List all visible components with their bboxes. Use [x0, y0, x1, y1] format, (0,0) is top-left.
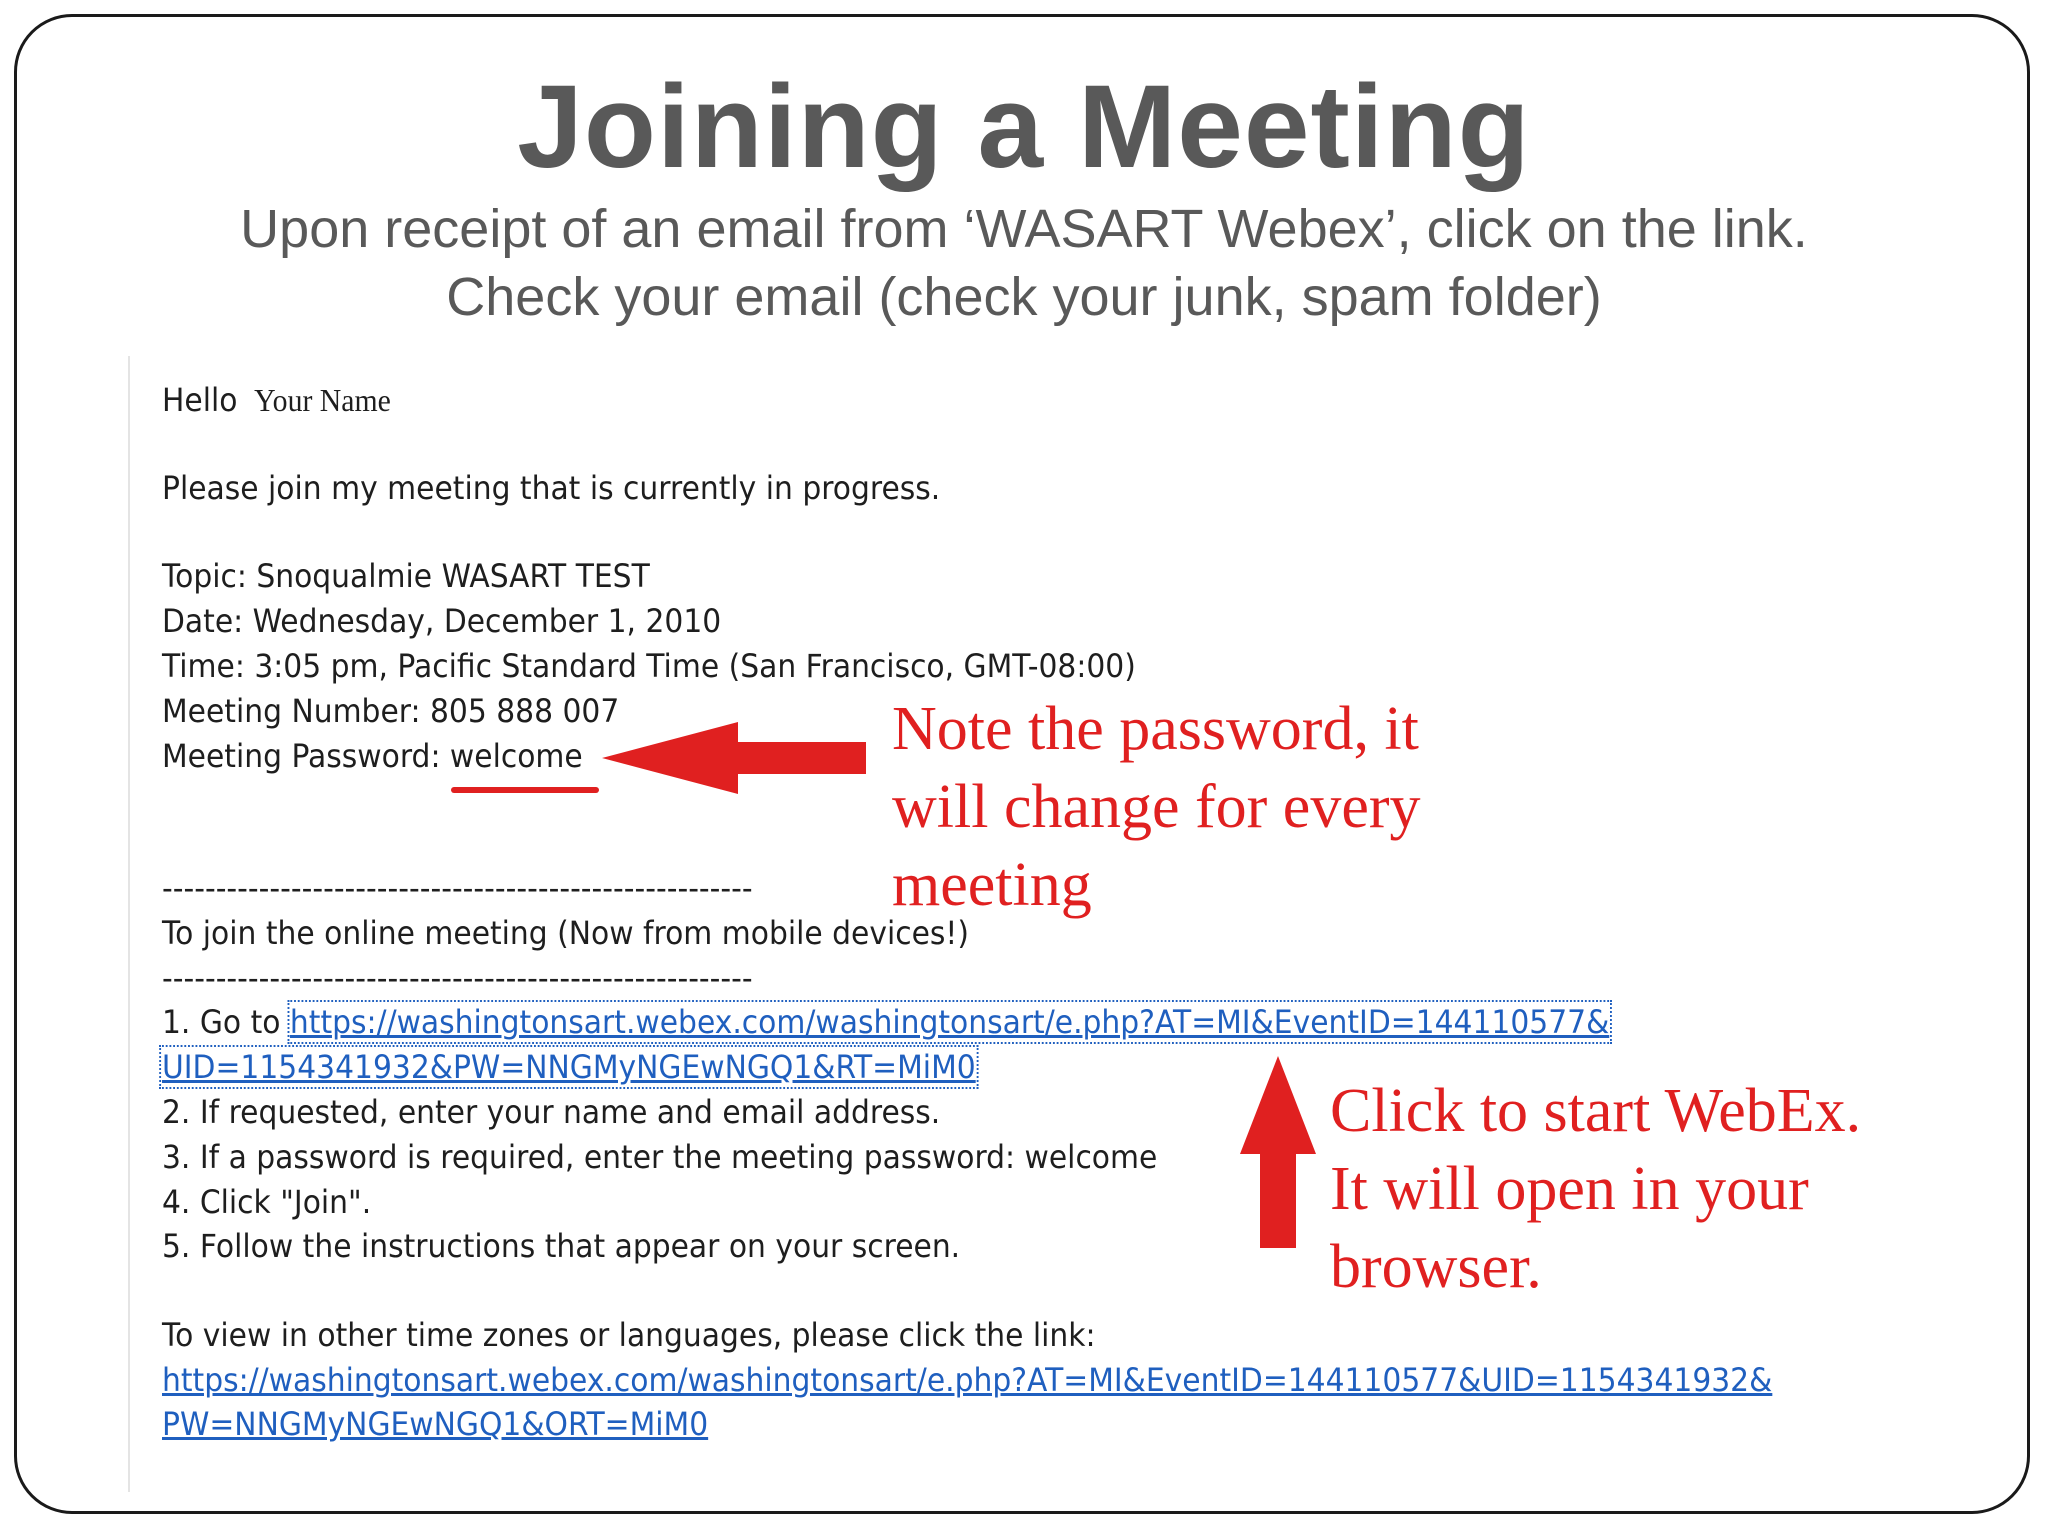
- join-meeting-link-cont[interactable]: UID=1154341932&PW=NNGMyNGEwNGQ1&RT=MiM0: [162, 1048, 976, 1086]
- password-note-line3: meeting: [892, 851, 1092, 919]
- email-meeting-number: Meeting Number: 805 888 007: [162, 692, 620, 730]
- email-join-heading: To join the online meeting (Now from mobile devices!): [162, 914, 969, 952]
- email-separator-bottom: -------------------------------------------------------: [162, 959, 753, 997]
- email-intro: Please join my meeting that is currently in progress.: [162, 469, 941, 507]
- click-note-line3: browser.: [1330, 1233, 1542, 1301]
- email-recipient-name: Your Name: [254, 382, 391, 418]
- timezone-link-cont[interactable]: PW=NNGMyNGEwNGQ1&ORT=MiM0: [162, 1405, 709, 1443]
- email-password-value: welcome: [449, 737, 583, 775]
- timezone-link[interactable]: https://washingtonsart.webex.com/washingtonsart/e.php?AT=MI&EventID=144110577&UID=1154341932&: [162, 1361, 1773, 1399]
- email-other-link-line: [162, 1358, 1772, 1402]
- email-step1-prefix: 1. Go to: [162, 1003, 290, 1041]
- join-meeting-link[interactable]: https://washingtonsart.webex.com/washingtonsart/e.php?AT=MI&EventID=144110577&: [289, 1003, 1610, 1041]
- arrow-left-icon: [598, 718, 870, 798]
- email-step3: 3. If a password is required, enter the meeting password: welcome: [162, 1138, 1158, 1176]
- email-other-tz-text: To view in other time zones or languages, please click the link:: [162, 1316, 1096, 1354]
- email-greeting: Hello: [162, 381, 238, 419]
- email-step5: 5. Follow the instructions that appear on your screen.: [162, 1227, 961, 1265]
- email-step2: 2. If requested, enter your name and email address.: [162, 1093, 941, 1131]
- email-step1-line: [162, 1000, 1609, 1044]
- password-underline: [450, 782, 600, 798]
- slide-subtitle-line2: Check your email (check your junk, spam folder): [446, 267, 1602, 327]
- click-note-line1: Click to start WebEx.: [1330, 1077, 1862, 1145]
- password-note-line2: will change for every: [892, 773, 1421, 841]
- email-password-line: [162, 734, 583, 778]
- email-step1-link-cont: [162, 1045, 976, 1089]
- email-topic: Topic: Snoqualmie WASART TEST: [162, 557, 650, 595]
- email-date: Date: Wednesday, December 1, 2010: [162, 602, 722, 640]
- email-password-label: Meeting Password:: [162, 737, 450, 775]
- email-greeting-line: [162, 378, 391, 422]
- email-time: Time: 3:05 pm, Pacific Standard Time (San Francisco, GMT-08:00): [162, 647, 1136, 685]
- email-step4: 4. Click "Join".: [162, 1183, 372, 1221]
- arrow-up-icon: [1238, 1052, 1318, 1252]
- email-other-link-line2: [162, 1402, 708, 1446]
- email-separator-top: -------------------------------------------------------: [162, 869, 753, 907]
- click-note-line2: It will open in your: [1330, 1155, 1809, 1223]
- email-screenshot: [128, 356, 1990, 1492]
- slide-subtitle-line1: Upon receipt of an email from ‘WASART Webex’, click on the link.: [240, 199, 1808, 259]
- password-note-line1: Note the password, it: [892, 695, 1419, 763]
- slide-title: Joining a Meeting: [517, 61, 1531, 193]
